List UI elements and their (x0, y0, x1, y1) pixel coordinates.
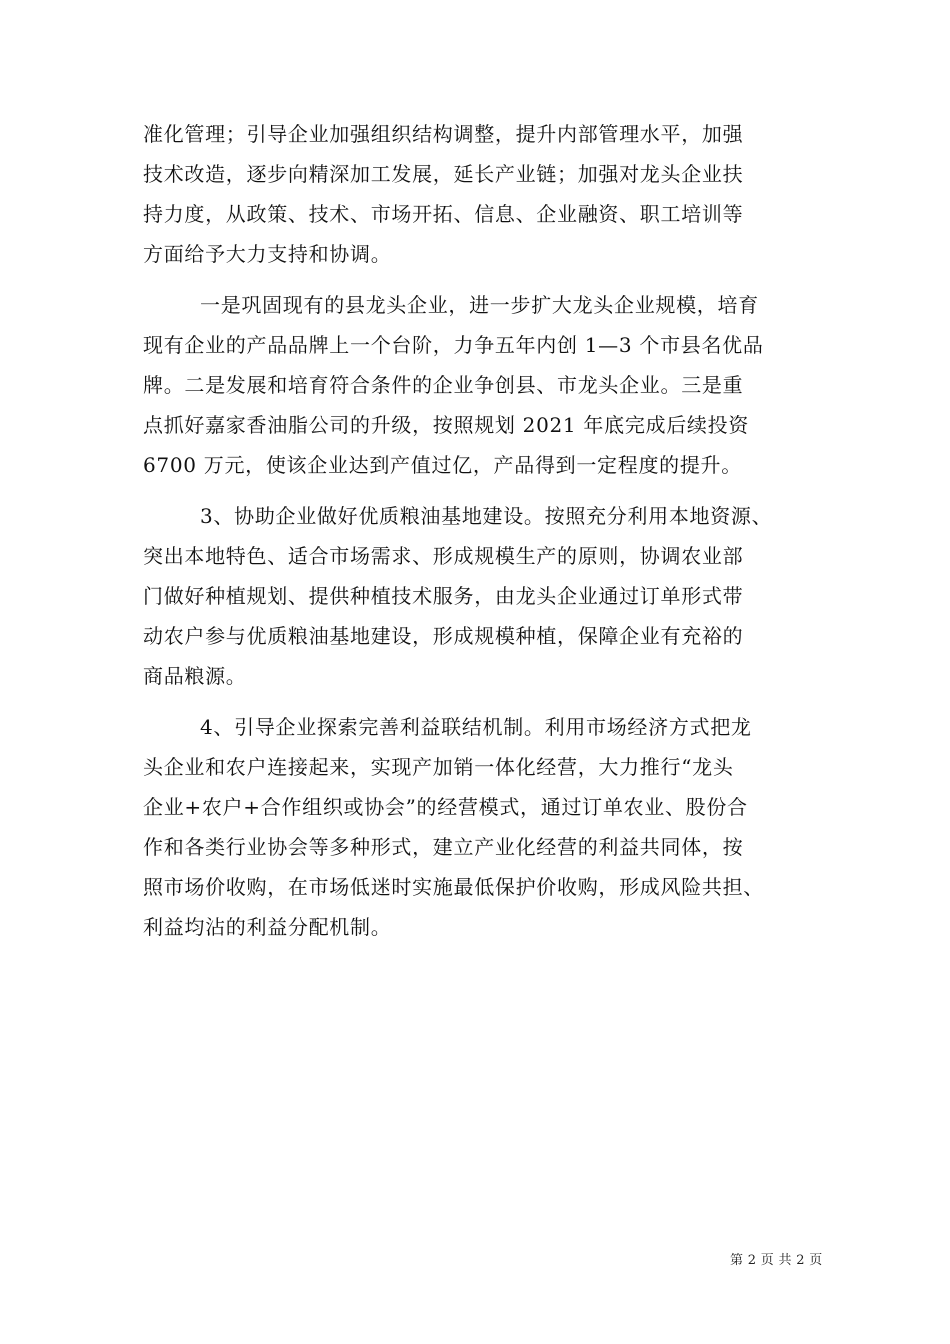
text-line: 作和各类行业协会等多种形式，建立产业化经营的利益共同体，按 (143, 835, 744, 859)
text-line: 动农户参与优质粮油基地建设，形成规模种植，保障企业有充裕的 (143, 624, 744, 648)
text-line: 现有企业的产品品牌上一个台阶，力争五年内创 1—3 个市县名优品 (143, 333, 764, 357)
text-line: 门做好种植规划、提供种植技术服务，由龙头企业通过订单形式带 (143, 584, 744, 608)
text-line: 方面给予大力支持和协调。 (143, 242, 392, 266)
text-line: 持力度，从政策、技术、市场开拓、信息、企业融资、职工培训等 (143, 202, 744, 226)
text-line: 3、协助企业做好优质粮油基地建设。按照充分利用本地资源、 (200, 504, 773, 528)
paragraph-consolidate-enterprises (143, 285, 833, 485)
text-line: 6700 万元，使该企业达到产值过亿，产品得到一定程度的提升。 (143, 453, 742, 477)
paragraph-grain-oil-base (143, 496, 833, 696)
paragraph-interest-linkage (143, 707, 833, 947)
text-line: 点抓好嘉家香油脂公司的升级，按照规划 2021 年底完成后续投资 (143, 413, 750, 437)
text-line: 突出本地特色、适合市场需求、形成规模生产的原则，协调农业部 (143, 544, 744, 568)
text-line: 利益均沾的利益分配机制。 (143, 915, 392, 939)
text-line: 4、引导企业探索完善利益联结机制。利用市场经济方式把龙 (200, 715, 752, 739)
text-line: 商品粮源。 (143, 664, 247, 688)
text-line: 一是巩固现有的县龙头企业，进一步扩大龙头企业规模，培育 (200, 293, 759, 317)
text-line: 照市场价收购，在市场低迷时实施最低保护价收购，形成风险共担、 (143, 875, 764, 899)
paragraph-spacing (143, 274, 833, 285)
document-body (143, 114, 833, 947)
text-line: 牌。二是发展和培育符合条件的企业争创县、市龙头企业。三是重 (143, 373, 744, 397)
paragraph-spacing (143, 696, 833, 707)
paragraph-spacing (143, 485, 833, 496)
paragraph-standardized-management (143, 114, 833, 274)
text-line: 企业+农户+合作组织或协会”的经营模式，通过订单农业、股份合 (143, 795, 748, 819)
text-line: 准化管理；引导企业加强组织结构调整，提升内部管理水平，加强 (143, 122, 744, 146)
text-line: 技术改造，逐步向精深加工发展，延长产业链；加强对龙头企业扶 (143, 162, 744, 186)
page-number-footer: 第 2 页 共 2 页 (730, 1253, 823, 1268)
text-line: 头企业和农户连接起来，实现产加销一体化经营，大力推行“龙头 (143, 755, 734, 779)
